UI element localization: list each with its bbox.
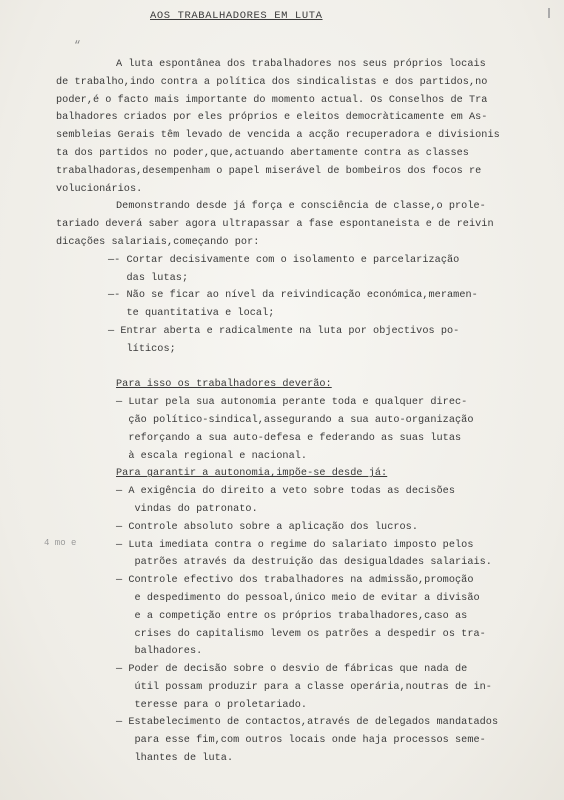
- page-mark: [548, 8, 550, 18]
- list-item-cont: reforçando a sua auto-defesa e federando as suas lutas: [116, 432, 462, 444]
- list-item-cont: te quantitativa e local;: [108, 308, 275, 320]
- list-item: — Controle absoluto sobre a aplicação dos lucros.: [116, 521, 419, 533]
- text-line: de trabalho,indo contra a política dos sindicalistas e dos partidos,no: [56, 76, 488, 88]
- section-heading: Para garantir a autonomia,impõe-se desde já:: [116, 468, 388, 480]
- list-item: — Lutar pela sua autonomia perante toda e qualquer direc-: [116, 397, 468, 409]
- margin-note: 4 mo e: [44, 538, 77, 548]
- list-item-cont: útil possam produzir para a classe operária,noutras de in-: [116, 681, 492, 693]
- list-item: — Poder de decisão sobre o desvio de fábricas que nada de: [116, 664, 468, 676]
- list-item-cont: lhantes de luta.: [116, 753, 234, 765]
- list-item-cont: teresse para o proletariado.: [116, 699, 308, 711]
- list-item: —- Cortar decisivamente com o isolamento e parcelarização: [108, 254, 460, 266]
- text-line: poder,é o facto mais importante do momento actual. Os Conselhos de Tra: [56, 94, 488, 106]
- document-body: [56, 56, 504, 768]
- list-item-cont: balhadores.: [116, 646, 203, 658]
- text-line: volucionários.: [56, 183, 143, 195]
- list-item-cont: patrões através da destruição das desigualdades salariais.: [116, 557, 492, 569]
- text-line: dicações salariais,começando por:: [56, 236, 260, 248]
- list-item-cont: ção político-sindical,assegurando a sua auto-organização: [116, 414, 474, 426]
- text-line: A luta espontânea dos trabalhadores nos seus próprios locais: [116, 59, 486, 70]
- list-item: — Entrar aberta e radicalmente na luta por objectivos po-: [108, 325, 460, 337]
- text-line: trabalhadoras,desempenham o papel miserável de bombeiros dos focos re: [56, 165, 482, 177]
- section-heading: Para isso os trabalhadores deverão:: [116, 379, 332, 391]
- list-item-cont: e a competição entre os próprios trabalhadores,caso as: [116, 610, 468, 622]
- list-item-cont: das lutas;: [108, 272, 189, 284]
- text-line: balhadores criados por eles próprios e eleitos democràticamente em As-: [56, 112, 488, 124]
- text-line: Demonstrando desde já força e consciência de classe,o prole-: [116, 201, 486, 213]
- list-item: —- Não se ficar ao nível da reivindicação económica,meramen-: [108, 290, 478, 302]
- paragraph-2: [56, 198, 504, 251]
- paragraph-1: [56, 56, 504, 198]
- list-item-cont: à escala regional e nacional.: [116, 450, 308, 462]
- list-item: — A exigência do direito a veto sobre todas as decisões: [116, 486, 455, 498]
- list-item-cont: vindas do patronato.: [116, 503, 258, 515]
- list-item-cont: líticos;: [108, 343, 176, 355]
- list-a: [56, 252, 504, 359]
- list-c: [56, 483, 504, 768]
- list-item: — Luta imediata contra o regime do salariato imposto pelos: [116, 539, 474, 551]
- list-item-cont: e despedimento do pessoal,único meio de evitar a divisão: [116, 592, 480, 604]
- text-line: tariado deverá saber agora ultrapassar a fase espontaneista e de reivin: [56, 219, 494, 231]
- text-line: sembleias Gerais têm levado de vencida a acção recuperadora e divisionis: [56, 130, 500, 142]
- list-b: [56, 394, 504, 465]
- list-item-cont: crises do capitalismo levem os patrões a despedir os tra-: [116, 628, 486, 640]
- text-line: ta dos partidos no poder,que,actuando abertamente contra as classes: [56, 147, 469, 159]
- ink-mark: “: [74, 40, 81, 52]
- list-item-cont: para esse fim,com outros locais onde haja processos seme-: [116, 735, 486, 747]
- spacer: [56, 359, 504, 377]
- document-title: AOS TRABALHADORES EM LUTA: [150, 10, 323, 22]
- list-item: — Estabelecimento de contactos,através de delegados mandatados: [116, 717, 499, 729]
- list-item: — Controle efectivo dos trabalhadores na admissão,promoção: [116, 575, 474, 587]
